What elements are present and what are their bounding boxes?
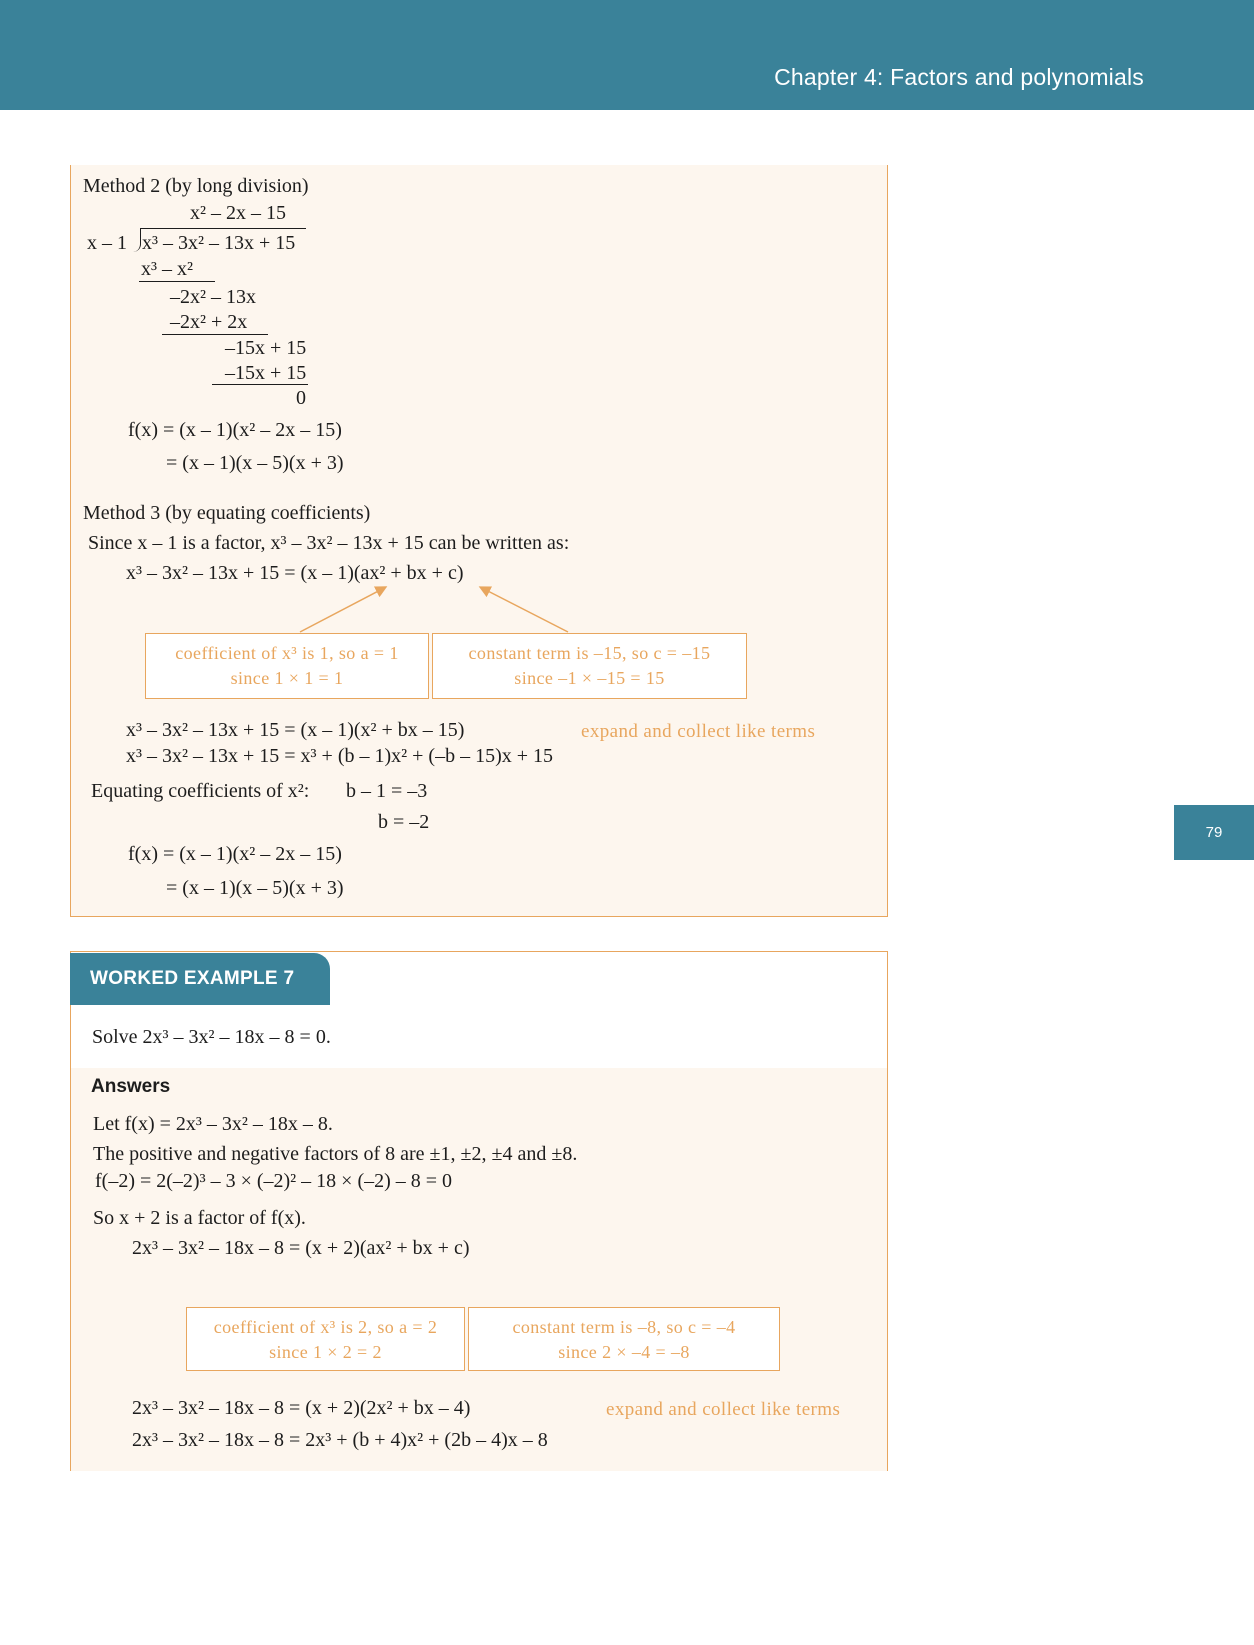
annotation-line: coefficient of x³ is 2, so a = 2	[213, 1317, 438, 1337]
answers-heading: Answers	[91, 1076, 171, 1097]
division-remainder: 0	[296, 387, 306, 409]
equating-eq2: b = –2	[378, 811, 430, 833]
answer-line: f(–2) = 2(–2)³ – 3 × (–2)² – 18 × (–2) – 8 = 0	[95, 1170, 453, 1192]
equating-label: Equating coefficients of x²:	[91, 780, 310, 802]
method3-intro: Since x – 1 is a factor, x³ – 3x² – 13x + 15 can be written as:	[88, 532, 570, 554]
worked-example-question: Solve 2x³ – 3x² – 18x – 8 = 0.	[92, 1026, 331, 1048]
chapter-title: Chapter 4: Factors and polynomials	[774, 64, 1144, 90]
method2-title: Method 2	[83, 175, 161, 197]
answer-line: So x + 2 is a factor of f(x).	[93, 1207, 306, 1229]
method3-title: Method 3	[83, 502, 161, 524]
long-division-quotient: x² – 2x – 15	[190, 202, 286, 224]
worked-expanded-2: 2x³ – 3x² – 18x – 8 = 2x³ + (b + 4)x² + (2b – 4)x – 8	[132, 1429, 548, 1451]
expand-note: expand and collect like terms	[581, 721, 816, 742]
answer-line: Let f(x) = 2x³ – 3x² – 18x – 8.	[93, 1113, 333, 1135]
division-step: –15x + 15	[225, 362, 307, 384]
method3-note: (by equating coefficients)	[165, 502, 371, 524]
annotation-line: constant term is –8, so c = –4	[512, 1317, 736, 1337]
method2-result-1: f(x) = (x – 1)(x² – 2x – 15)	[128, 419, 342, 441]
answer-line: The positive and negative factors of 8 are ±1, ±2, ±4 and ±8.	[93, 1143, 578, 1165]
method3-expanded-1: x³ – 3x² – 13x + 15 = (x – 1)(x² + bx – 15)	[126, 719, 465, 741]
long-division-divisor: x – 1	[87, 232, 127, 254]
worked-identity: 2x³ – 3x² – 18x – 8 = (x + 2)(ax² + bx + c)	[132, 1237, 470, 1259]
worked-example-badge: WORKED EXAMPLE 7	[70, 953, 330, 1005]
annotation-constant	[432, 633, 747, 699]
method2-result-2: = (x – 1)(x – 5)(x + 3)	[166, 452, 344, 474]
annotation-line: constant term is –15, so c = –15	[468, 643, 711, 663]
annotation-line: since 1 × 1 = 1	[230, 668, 344, 688]
long-division-dividend: x³ – 3x² – 13x + 15	[142, 232, 296, 254]
annotation-line: since 1 × 2 = 2	[269, 1342, 382, 1362]
annotation-line: since 2 × –4 = –8	[558, 1342, 690, 1362]
method3-result-2: = (x – 1)(x – 5)(x + 3)	[166, 877, 344, 899]
page-number: 79	[1174, 805, 1254, 860]
division-step: x³ – x²	[141, 258, 193, 280]
division-step: –2x² – 13x	[170, 286, 256, 308]
division-step: –15x + 15	[225, 337, 307, 359]
expand-note: expand and collect like terms	[606, 1399, 841, 1420]
method3-result-1: f(x) = (x – 1)(x² – 2x – 15)	[128, 843, 342, 865]
equating-eq1: b – 1 = –3	[346, 780, 428, 802]
arrow-to-a	[300, 587, 386, 632]
method3-expanded-2: x³ – 3x² – 13x + 15 = x³ + (b – 1)x² + (–b – 15)x + 15	[126, 745, 554, 767]
annotation-coefficient	[186, 1307, 465, 1371]
division-step: –2x² + 2x	[170, 311, 248, 333]
worked-expanded-1: 2x³ – 3x² – 18x – 8 = (x + 2)(2x² + bx – 4)	[132, 1397, 471, 1419]
annotation-constant	[468, 1307, 780, 1371]
annotation-line: coefficient of x³ is 1, so a = 1	[175, 643, 399, 663]
method2-note: (by long division)	[165, 175, 309, 197]
method3-identity: x³ – 3x² – 13x + 15 = (x – 1)(ax² + bx + c)	[126, 562, 464, 584]
arrow-to-c	[480, 587, 568, 632]
annotation-line: since –1 × –15 = 15	[514, 668, 665, 688]
annotation-coefficient	[145, 633, 429, 699]
